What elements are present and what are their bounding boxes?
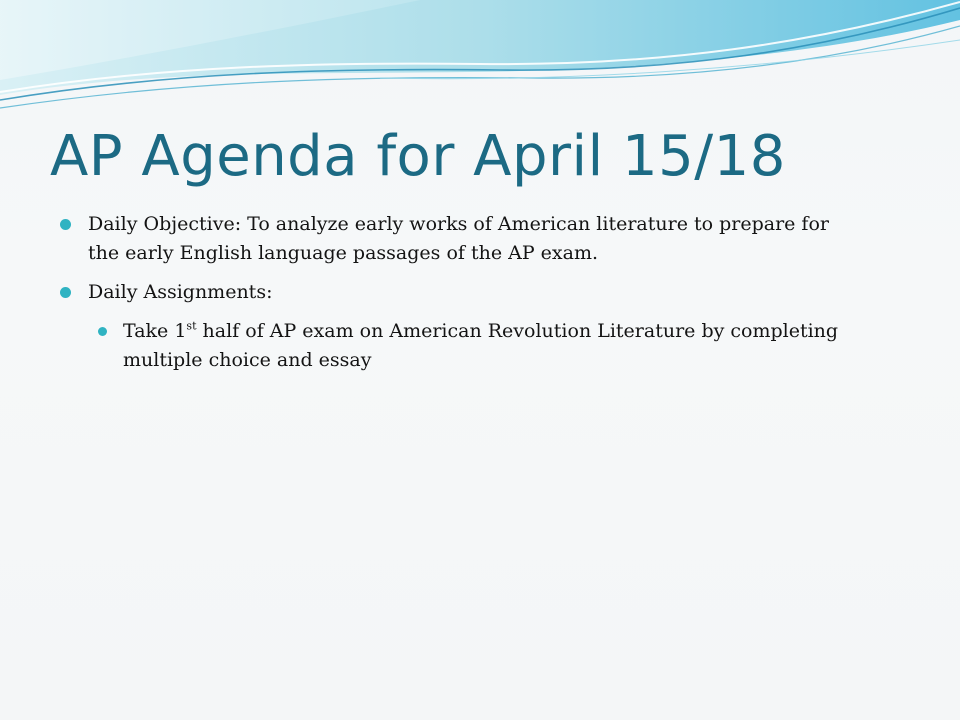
circle-bullet-icon: [98, 327, 107, 336]
wave-header-decoration: [0, 0, 960, 120]
circle-bullet-icon: [60, 287, 71, 298]
sub-bullet-superscript: st: [186, 319, 197, 333]
bullet-daily-assignments: [58, 278, 858, 307]
slide-title: AP Agenda for April 15/18: [50, 124, 786, 189]
slide-body: [58, 210, 858, 385]
bullet-text: Daily Assignments:: [88, 281, 273, 303]
circle-bullet-icon: [60, 219, 71, 230]
bullet-text: Daily Objective: To analyze early works of American literature to prepare for the early English language passages of the AP exam.: [88, 213, 829, 264]
sub-bullet-text-before: Take 1: [123, 320, 187, 342]
sub-bullet-text-after: half of AP exam on American Revolution Literature by completing multiple choice and essay: [123, 320, 839, 371]
sub-bullet-ap-exam: [95, 317, 858, 375]
bullet-daily-objective: [58, 210, 858, 268]
